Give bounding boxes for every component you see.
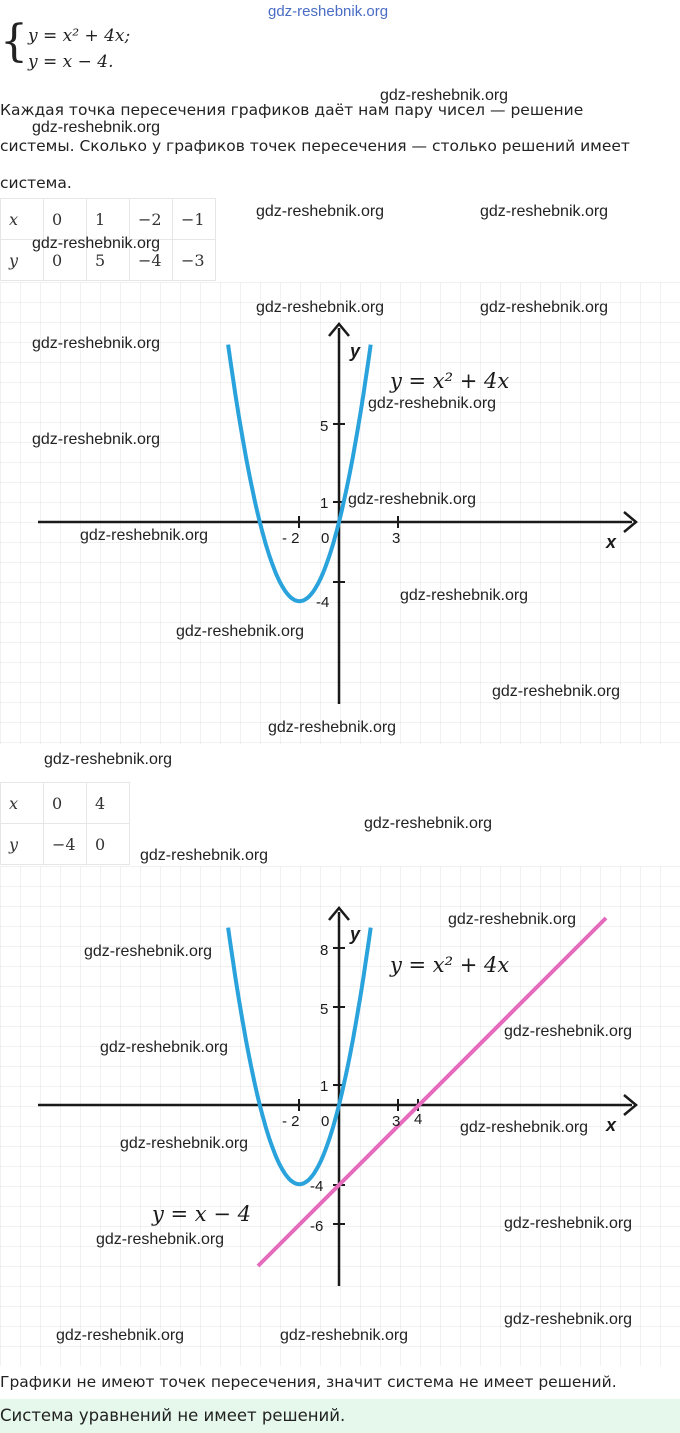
tick-label-x4: 4 bbox=[414, 1111, 423, 1128]
tick-label-yneg4: -4 bbox=[316, 594, 330, 611]
table-cell: −4 bbox=[44, 824, 87, 865]
tick-label-xneg2: - 2 bbox=[282, 1113, 300, 1130]
table-cell: 4 bbox=[87, 783, 130, 824]
x-axis-label: x bbox=[606, 1115, 617, 1135]
system-equation-2: y = x − 4. bbox=[28, 52, 114, 72]
table-header-y: y bbox=[1, 240, 44, 281]
watermark: gdz-reshebnik.org bbox=[32, 431, 161, 448]
watermark: gdz-reshebnik.org bbox=[364, 815, 493, 832]
watermark: gdz-reshebnik.org bbox=[120, 1135, 249, 1152]
table-cell: −3 bbox=[173, 240, 216, 281]
watermark: gdz-reshebnik.org bbox=[256, 203, 385, 220]
answer-box: Система уравнений не имеет решений. bbox=[0, 1399, 680, 1433]
line-label: y = x − 4 bbox=[152, 1202, 251, 1226]
y-axis-label: y bbox=[350, 341, 361, 361]
tick-label-x3: 3 bbox=[392, 1113, 401, 1130]
tick-label-y5: 5 bbox=[320, 418, 329, 435]
table-cell: 5 bbox=[87, 240, 130, 281]
table-cell: −2 bbox=[130, 199, 173, 240]
table-cell: 0 bbox=[44, 783, 87, 824]
tick-label-origin: 0 bbox=[321, 1113, 330, 1130]
tick-label-xneg2: - 2 bbox=[282, 530, 300, 547]
watermark: gdz-reshebnik.org bbox=[504, 1023, 633, 1040]
table-header-y: y bbox=[1, 824, 44, 865]
watermark: gdz-reshebnik.org bbox=[44, 751, 173, 768]
x-axis-label: x bbox=[606, 532, 617, 552]
table-cell: −4 bbox=[130, 240, 173, 281]
watermark: gdz-reshebnik.org bbox=[480, 203, 609, 220]
table-cell: 0 bbox=[44, 199, 87, 240]
watermark: gdz-reshebnik.org bbox=[348, 491, 477, 508]
watermark: gdz-reshebnik.org bbox=[492, 683, 621, 700]
system-equation-1: y = x² + 4x; bbox=[28, 26, 131, 46]
y-axis-label: y bbox=[350, 924, 361, 944]
watermark: gdz-reshebnik.org bbox=[368, 395, 497, 412]
watermark: gdz-reshebnik.org bbox=[96, 1231, 225, 1248]
watermark: gdz-reshebnik.org bbox=[84, 943, 213, 960]
intro-line-3: система. bbox=[0, 174, 72, 192]
conclusion-text: Графики не имеют точек пересечения, значит система не имеет решений. bbox=[0, 1373, 617, 1391]
watermark: gdz-reshebnik.org bbox=[32, 119, 161, 136]
tick-label-yneg6: -6 bbox=[310, 1218, 324, 1235]
table-row bbox=[1, 824, 130, 865]
watermark: gdz-reshebnik.org bbox=[280, 1327, 409, 1344]
table-header-x: x bbox=[1, 783, 44, 824]
parabola-label: y = x² + 4x bbox=[390, 953, 510, 977]
watermark: gdz-reshebnik.org bbox=[32, 235, 161, 252]
watermark: gdz-reshebnik.org bbox=[80, 527, 209, 544]
tick-label-y1: 1 bbox=[320, 1078, 329, 1095]
table-row bbox=[1, 199, 216, 240]
table-cell: 0 bbox=[44, 240, 87, 281]
tick-label-y8: 8 bbox=[320, 942, 329, 959]
system-brace: { bbox=[0, 16, 28, 67]
watermark: gdz-reshebnik.org bbox=[400, 587, 529, 604]
tick-label-x3: 3 bbox=[392, 530, 401, 547]
watermark: gdz-reshebnik.org bbox=[56, 1327, 185, 1344]
tick-label-y1: 1 bbox=[320, 495, 329, 512]
parabola-label: y = x² + 4x bbox=[390, 369, 510, 393]
values-table-2 bbox=[0, 782, 130, 865]
watermark: gdz-reshebnik.org bbox=[140, 847, 269, 864]
watermark: gdz-reshebnik.org bbox=[176, 623, 305, 640]
watermark: gdz-reshebnik.org bbox=[380, 87, 509, 104]
watermark: gdz-reshebnik.org bbox=[504, 1215, 633, 1232]
table-cell: 0 bbox=[87, 824, 130, 865]
table-header-x: x bbox=[1, 199, 44, 240]
intro-line-1: Каждая точка пересечения графиков даёт нам пару чисел — решение bbox=[0, 101, 584, 119]
tick-label-yneg4: -4 bbox=[310, 1178, 324, 1195]
watermark: gdz-reshebnik.org bbox=[480, 299, 609, 316]
top-watermark: gdz-reshebnik.org bbox=[268, 3, 389, 20]
watermark: gdz-reshebnik.org bbox=[32, 335, 161, 352]
tick-label-y5: 5 bbox=[320, 1001, 329, 1018]
tick-label-origin: 0 bbox=[321, 530, 330, 547]
table-row bbox=[1, 783, 130, 824]
table-cell: −1 bbox=[173, 199, 216, 240]
graph-parabola-and-line bbox=[0, 866, 680, 1366]
watermark: gdz-reshebnik.org bbox=[100, 1039, 229, 1056]
watermark: gdz-reshebnik.org bbox=[256, 299, 385, 316]
intro-line-2: системы. Сколько у графиков точек пересечения — столько решений имеет bbox=[0, 137, 630, 155]
watermark: gdz-reshebnik.org bbox=[268, 719, 397, 736]
watermark: gdz-reshebnik.org bbox=[460, 1119, 589, 1136]
watermark: gdz-reshebnik.org bbox=[504, 1311, 633, 1328]
table-cell: 1 bbox=[87, 199, 130, 240]
watermark: gdz-reshebnik.org bbox=[448, 911, 577, 928]
